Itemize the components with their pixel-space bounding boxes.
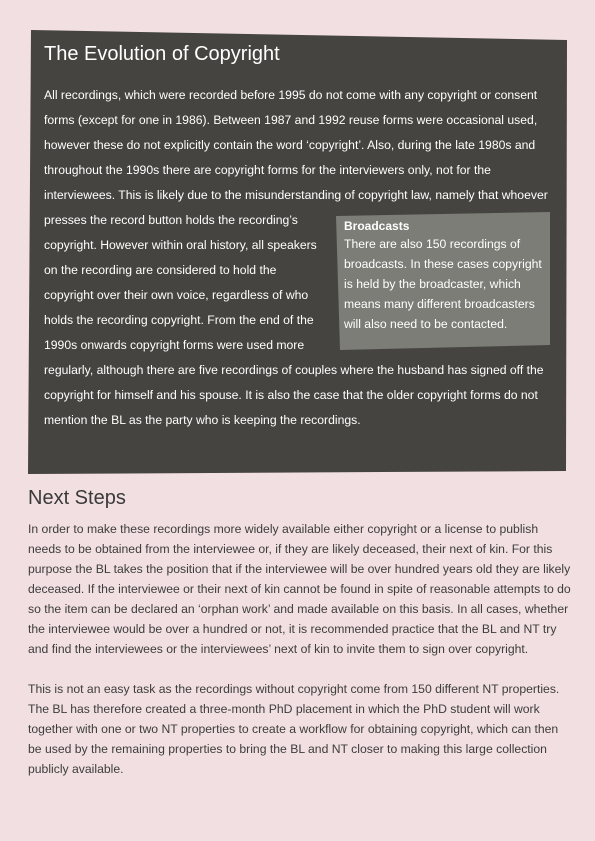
broadcasts-sidebar <box>336 212 550 352</box>
sidebar-text: There are also 150 recordings of broadcasts. In these cases copyright is held by the broadcaster, which means many different broadcasters will also need to be contacted. <box>344 237 542 331</box>
sidebar-title: Broadcasts <box>344 219 410 233</box>
next-steps-paragraph-2: This is not an easy task as the recordings without copyright come from 150 different NT properties. The BL has therefore created a three-month PhD placement in which the PhD student will work together with one or two NT properties to create a workflow for obtaining copyright, which can then be used by the remaining properties to bring the BL and NT closer to making this large collection publicly available. <box>28 682 560 776</box>
panel-title: The Evolution of Copyright <box>44 43 280 65</box>
panel-paragraph-1: All recordings, which were recorded before 1995 do not come with any copyright or consent forms (except for one in 1986). Between 1987 and 1992 reuse forms were occasional used, however these do not explicitly contain the word ‘copyright’. Also, during the late 1980s and throughout the 1990s there are copyright forms for the interviewers only, not for the interviewees. This is likely due to the misunderstanding of copyright law, namely that whoever <box>44 88 548 202</box>
next-steps-paragraph-1: In order to make these recordings more widely available either copyright or a license to publish needs to be obtained from the interviewee or, if they are likely deceased, their next of kin. For this purpose the BL takes the position that if the interviewee will be over hundred years old they are likely deceased. If the interviewee or their next of kin cannot be found in spite of reasonable attempts to do so the item can be declared an ‘orphan work’ and made available on this basis. In all cases, whether the interviewee would be over a hundred or not, it is recommended practice that the BL and NT try and find the interviewees or the interviewees’ next of kin to invite them to sign over copyright. <box>28 522 571 656</box>
copyright-panel <box>28 28 567 474</box>
panel-paragraph-2: presses the record button holds the recording’s copyright. However within oral history, all speakers on the recording are considered to hold the copyright over their own voice, regardless of who holds the recording copyright. From the end of the 1990s onwards copyright forms were used more regularly, although there are five recordings of couples where the husband has signed off the copyright for himself and his spouse. It is also the case that the older copyright forms do not mention the BL as the party who is keeping the recordings. <box>44 213 544 427</box>
next-steps-title: Next Steps <box>28 487 126 509</box>
next-steps-body <box>28 519 573 779</box>
